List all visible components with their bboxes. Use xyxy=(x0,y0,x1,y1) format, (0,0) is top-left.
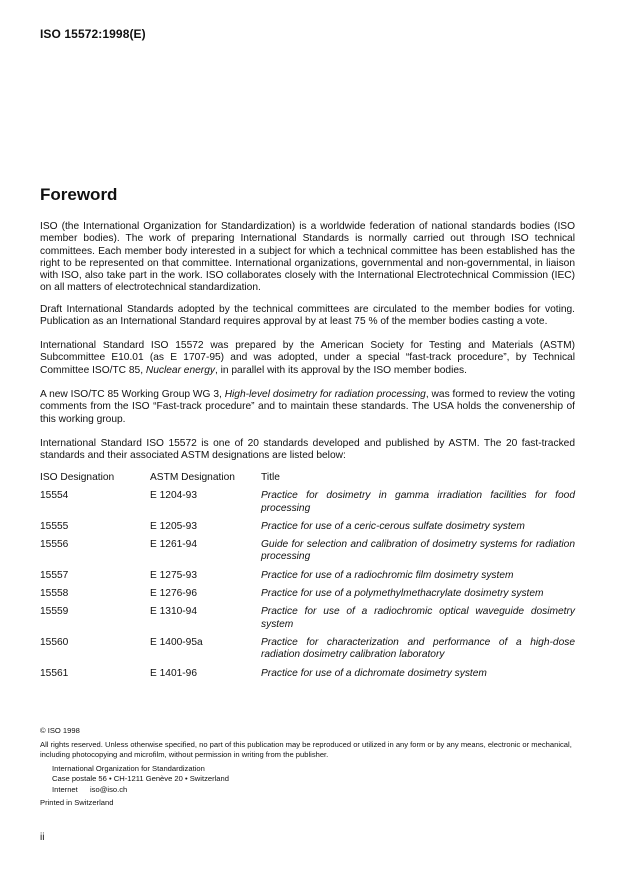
org-name: International Organization for Standardization xyxy=(52,763,205,773)
iso-designation-cell: 15561 xyxy=(40,667,69,679)
title-cell: Practice for use of a radiochromic film dosimetry system xyxy=(261,569,514,581)
foreword-paragraph-3 xyxy=(40,340,575,377)
foreword-paragraph-5 xyxy=(40,438,575,463)
title-cell: Practice for dosimetry in gamma irradiation facilities for food processing xyxy=(261,490,575,514)
printed-in: Printed in Switzerland xyxy=(40,798,114,807)
table-row xyxy=(40,606,575,631)
paragraph-text xyxy=(40,389,575,426)
title-cell: Guide for selection and calibration of dosimetry systems for radiation processing xyxy=(261,539,575,563)
email-link[interactable]: iso@iso.ch xyxy=(90,784,128,794)
table-row xyxy=(40,588,575,600)
working-group-name: High-level dosimetry for radiation processing xyxy=(224,389,426,400)
internet-label: Internet xyxy=(52,784,78,794)
title-cell: Practice for use of a dichromate dosimetry system xyxy=(261,667,487,679)
header-title: Title xyxy=(261,472,280,483)
committee-name: Nuclear energy xyxy=(145,364,215,376)
table-row xyxy=(40,570,575,582)
postal-address: Case postale 56 • CH-1211 Genève 20 • Switzerland xyxy=(52,774,229,783)
astm-designation-cell: E 1276-96 xyxy=(150,588,198,600)
paragraph-text: Draft International Standards adopted by the technical committees are circulated to the member bodies for voting. Publication as an International Standard requires approval by at least 75 % of the member bodies casting a vote. xyxy=(40,304,575,328)
copyright-block xyxy=(40,726,585,809)
paragraph-text: ISO (the International Organization for Standardization) is a worldwide federation of national standards bodies (ISO member bodies). The work of preparing International Standards is normally carried out through ISO technical committees. Each member body interested in a subject for which a technical committee has been established has the right to be represented on that committee. International organizations, governmental and non-governmental, in liaison with ISO, also take part in the work. ISO collaborates closely with the International Electrotechnical Commission (IEC) on all matters of electrotechnical standardization. xyxy=(40,221,575,294)
astm-designation-cell: E 1275-93 xyxy=(150,569,198,581)
header-astm-designation: ASTM Designation xyxy=(150,472,235,483)
copyright-notice: © ISO 1998 xyxy=(40,726,80,735)
astm-designation-cell: E 1205-93 xyxy=(150,520,198,532)
paragraph-text-part: International Standard ISO 15572 was prepared by the American Society for Testing and Materials (ASTM) Subcommittee E10.01 (as E 1707-95) and was adopted, under a special “fast-track procedure”, by Technical Committee ISO/TC 85, xyxy=(40,340,575,376)
iso-designation-cell: 15559 xyxy=(40,606,69,618)
foreword-paragraph-1 xyxy=(40,221,575,295)
iso-designation-cell: 15555 xyxy=(40,520,69,532)
astm-designation-cell: E 1261-94 xyxy=(150,539,198,551)
table-row xyxy=(40,521,575,533)
title-cell: Practice for use of a ceric-cerous sulfate dosimetry system xyxy=(261,520,525,532)
table-row xyxy=(40,668,575,680)
page-title: Foreword xyxy=(40,185,118,204)
title-cell: Practice for characterization and performance of a high-dose radiation dosimetry calibration laboratory xyxy=(261,636,575,661)
paragraph-text-part: A new ISO/TC 85 Working Group WG 3, xyxy=(40,389,225,400)
iso-designation-cell: 15558 xyxy=(40,588,69,600)
title-cell: Practice for use of a polymethylmethacrylate dosimetry system xyxy=(261,588,544,600)
page-number: ii xyxy=(40,832,45,843)
foreword-paragraph-2 xyxy=(40,304,575,329)
standards-table xyxy=(40,472,575,686)
paragraph-text-part: , in parallel with its approval by the ISO member bodies. xyxy=(214,364,467,376)
iso-designation-cell: 15554 xyxy=(40,490,69,502)
astm-designation-cell: E 1310-94 xyxy=(150,606,198,618)
table-row xyxy=(40,539,575,564)
table-row xyxy=(40,490,575,515)
internet-line xyxy=(40,785,585,796)
document-id-header: ISO 15572:1998(E) xyxy=(40,27,146,41)
iso-designation-cell: 15557 xyxy=(40,569,69,581)
title-cell: Practice for use of a radiochromic optical waveguide dosimetry system xyxy=(261,606,575,630)
astm-designation-cell: E 1400-95a xyxy=(150,636,203,648)
table-header-row xyxy=(40,472,575,484)
paragraph-text-part: , was formed to review the voting comments from the ISO “Fast-track procedure” and to maintain these standards. The USA holds the convenership of this working group. xyxy=(40,389,576,425)
astm-designation-cell: E 1204-93 xyxy=(150,490,198,502)
astm-designation-cell: E 1401-96 xyxy=(150,667,198,679)
rights-statement: All rights reserved. Unless otherwise specified, no part of this publication may be reproduced or utilized in any form or by any means, electronic or mechanical, including photocopying and microfilm, without permission in writing from the publisher. xyxy=(40,739,572,759)
iso-designation-cell: 15556 xyxy=(40,539,69,551)
table-row xyxy=(40,637,575,662)
paragraph-text: International Standard ISO 15572 is one of 20 standards developed and published by ASTM. The 20 fast-tracked standards and their associated ASTM designations are listed below: xyxy=(40,438,575,462)
paragraph-text xyxy=(40,340,575,377)
iso-designation-cell: 15560 xyxy=(40,636,69,648)
header-iso-designation: ISO Designation xyxy=(40,472,115,483)
foreword-paragraph-4 xyxy=(40,389,575,426)
